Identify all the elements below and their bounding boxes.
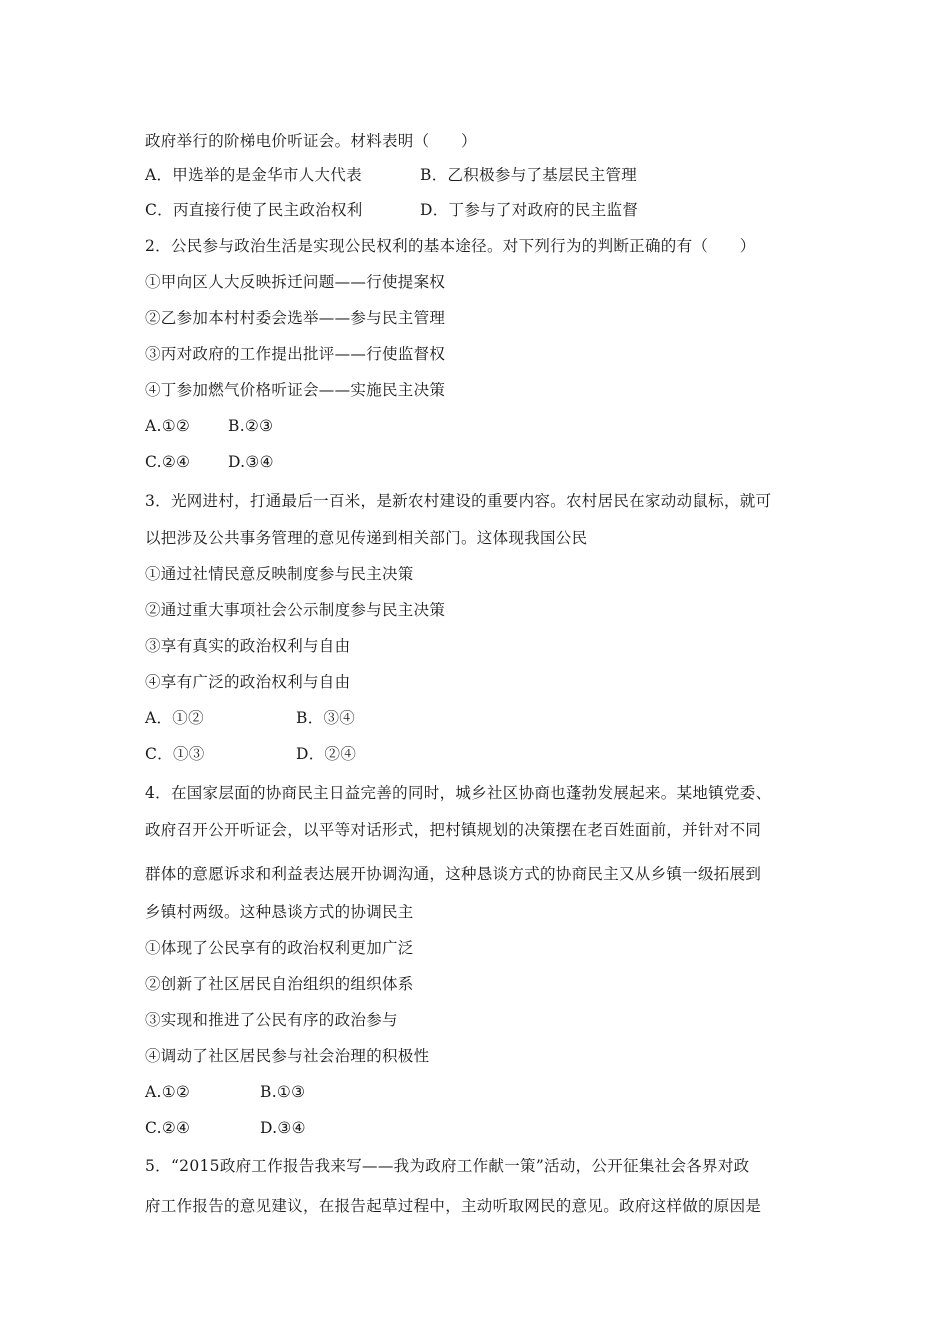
statement-2: ②创新了社区居民自治组织的组织体系 <box>145 975 414 993</box>
statement-3: ③实现和推进了公民有序的政治参与 <box>145 1011 398 1029</box>
statement-3: ③丙对政府的工作提出批评——行使监督权 <box>145 345 446 363</box>
question-4: 4．在国家层面的协商民主日益完善的同时，城乡社区协商也蓬勃发展起来。某地镇党委、 <box>145 784 772 802</box>
statement-4: ④丁参加燃气价格听证会——实施民主决策 <box>145 381 446 399</box>
statement-1: ①甲向区人大反映拆迁问题——行使提案权 <box>145 273 446 291</box>
statement-4: ④享有广泛的政治权利与自由 <box>145 673 351 691</box>
statement-4: ④调动了社区居民参与社会治理的积极性 <box>145 1047 430 1065</box>
option-b: B.①③ <box>260 1083 306 1101</box>
option-d: D．②④ <box>296 745 357 763</box>
text-line: 府工作报告的意见建议，在报告起草过程中，主动听取网民的意见。政府这样做的原因是 <box>145 1197 762 1215</box>
question-2: 2．公民参与政治生活是实现公民权利的基本途径。对下列行为的判断正确的有（ ） <box>145 237 756 255</box>
option-c: C.②④ <box>145 1119 191 1137</box>
text-line: 乡镇村两级。这种恳谈方式的协调民主 <box>145 903 414 921</box>
option-a: A．①② <box>145 709 204 727</box>
option-b: B.②③ <box>228 417 274 435</box>
option-d: D.③④ <box>260 1119 306 1137</box>
option-c: C.②④ <box>145 453 191 471</box>
option-a: A.①② <box>145 417 191 435</box>
option-b: B．③④ <box>296 709 356 727</box>
text-line: 政府召开公开听证会，以平等对话形式，把村镇规划的决策摆在老百姓面前，并针对不同 <box>145 821 762 839</box>
option-b: B．乙积极参与了基层民主管理 <box>420 166 638 184</box>
question-5: 5．“2015政府工作报告我来写——我为政府工作献一策”活动，公开征集社会各界对政 <box>145 1157 750 1175</box>
option-a: A.①② <box>145 1083 191 1101</box>
statement-2: ②乙参加本村村委会选举——参与民主管理 <box>145 309 446 327</box>
option-d: D.③④ <box>228 453 274 471</box>
text-line: 以把涉及公共事务管理的意见传递到相关部门。这体现我国公民 <box>145 529 588 547</box>
question-3: 3．光网进村，打通最后一百米，是新农村建设的重要内容。农村居民在家动动鼠标，就可 <box>145 492 772 510</box>
text-line: 群体的意愿诉求和利益表达展开协调沟通，这种恳谈方式的协商民主又从乡镇一级拓展到 <box>145 865 762 883</box>
option-c: C．丙直接行使了民主政治权利 <box>145 201 363 219</box>
statement-1: ①通过社情民意反映制度参与民主决策 <box>145 565 414 583</box>
statement-2: ②通过重大事项社会公示制度参与民主决策 <box>145 601 446 619</box>
text-line: 政府举行的阶梯电价听证会。材料表明（ ） <box>145 132 477 150</box>
statement-3: ③享有真实的政治权利与自由 <box>145 637 351 655</box>
statement-1: ①体现了公民享有的政治权利更加广泛 <box>145 939 414 957</box>
option-c: C．①③ <box>145 745 205 763</box>
option-d: D．丁参与了对政府的民主监督 <box>420 201 639 219</box>
option-a: A．甲选举的是金华市人大代表 <box>145 166 362 184</box>
